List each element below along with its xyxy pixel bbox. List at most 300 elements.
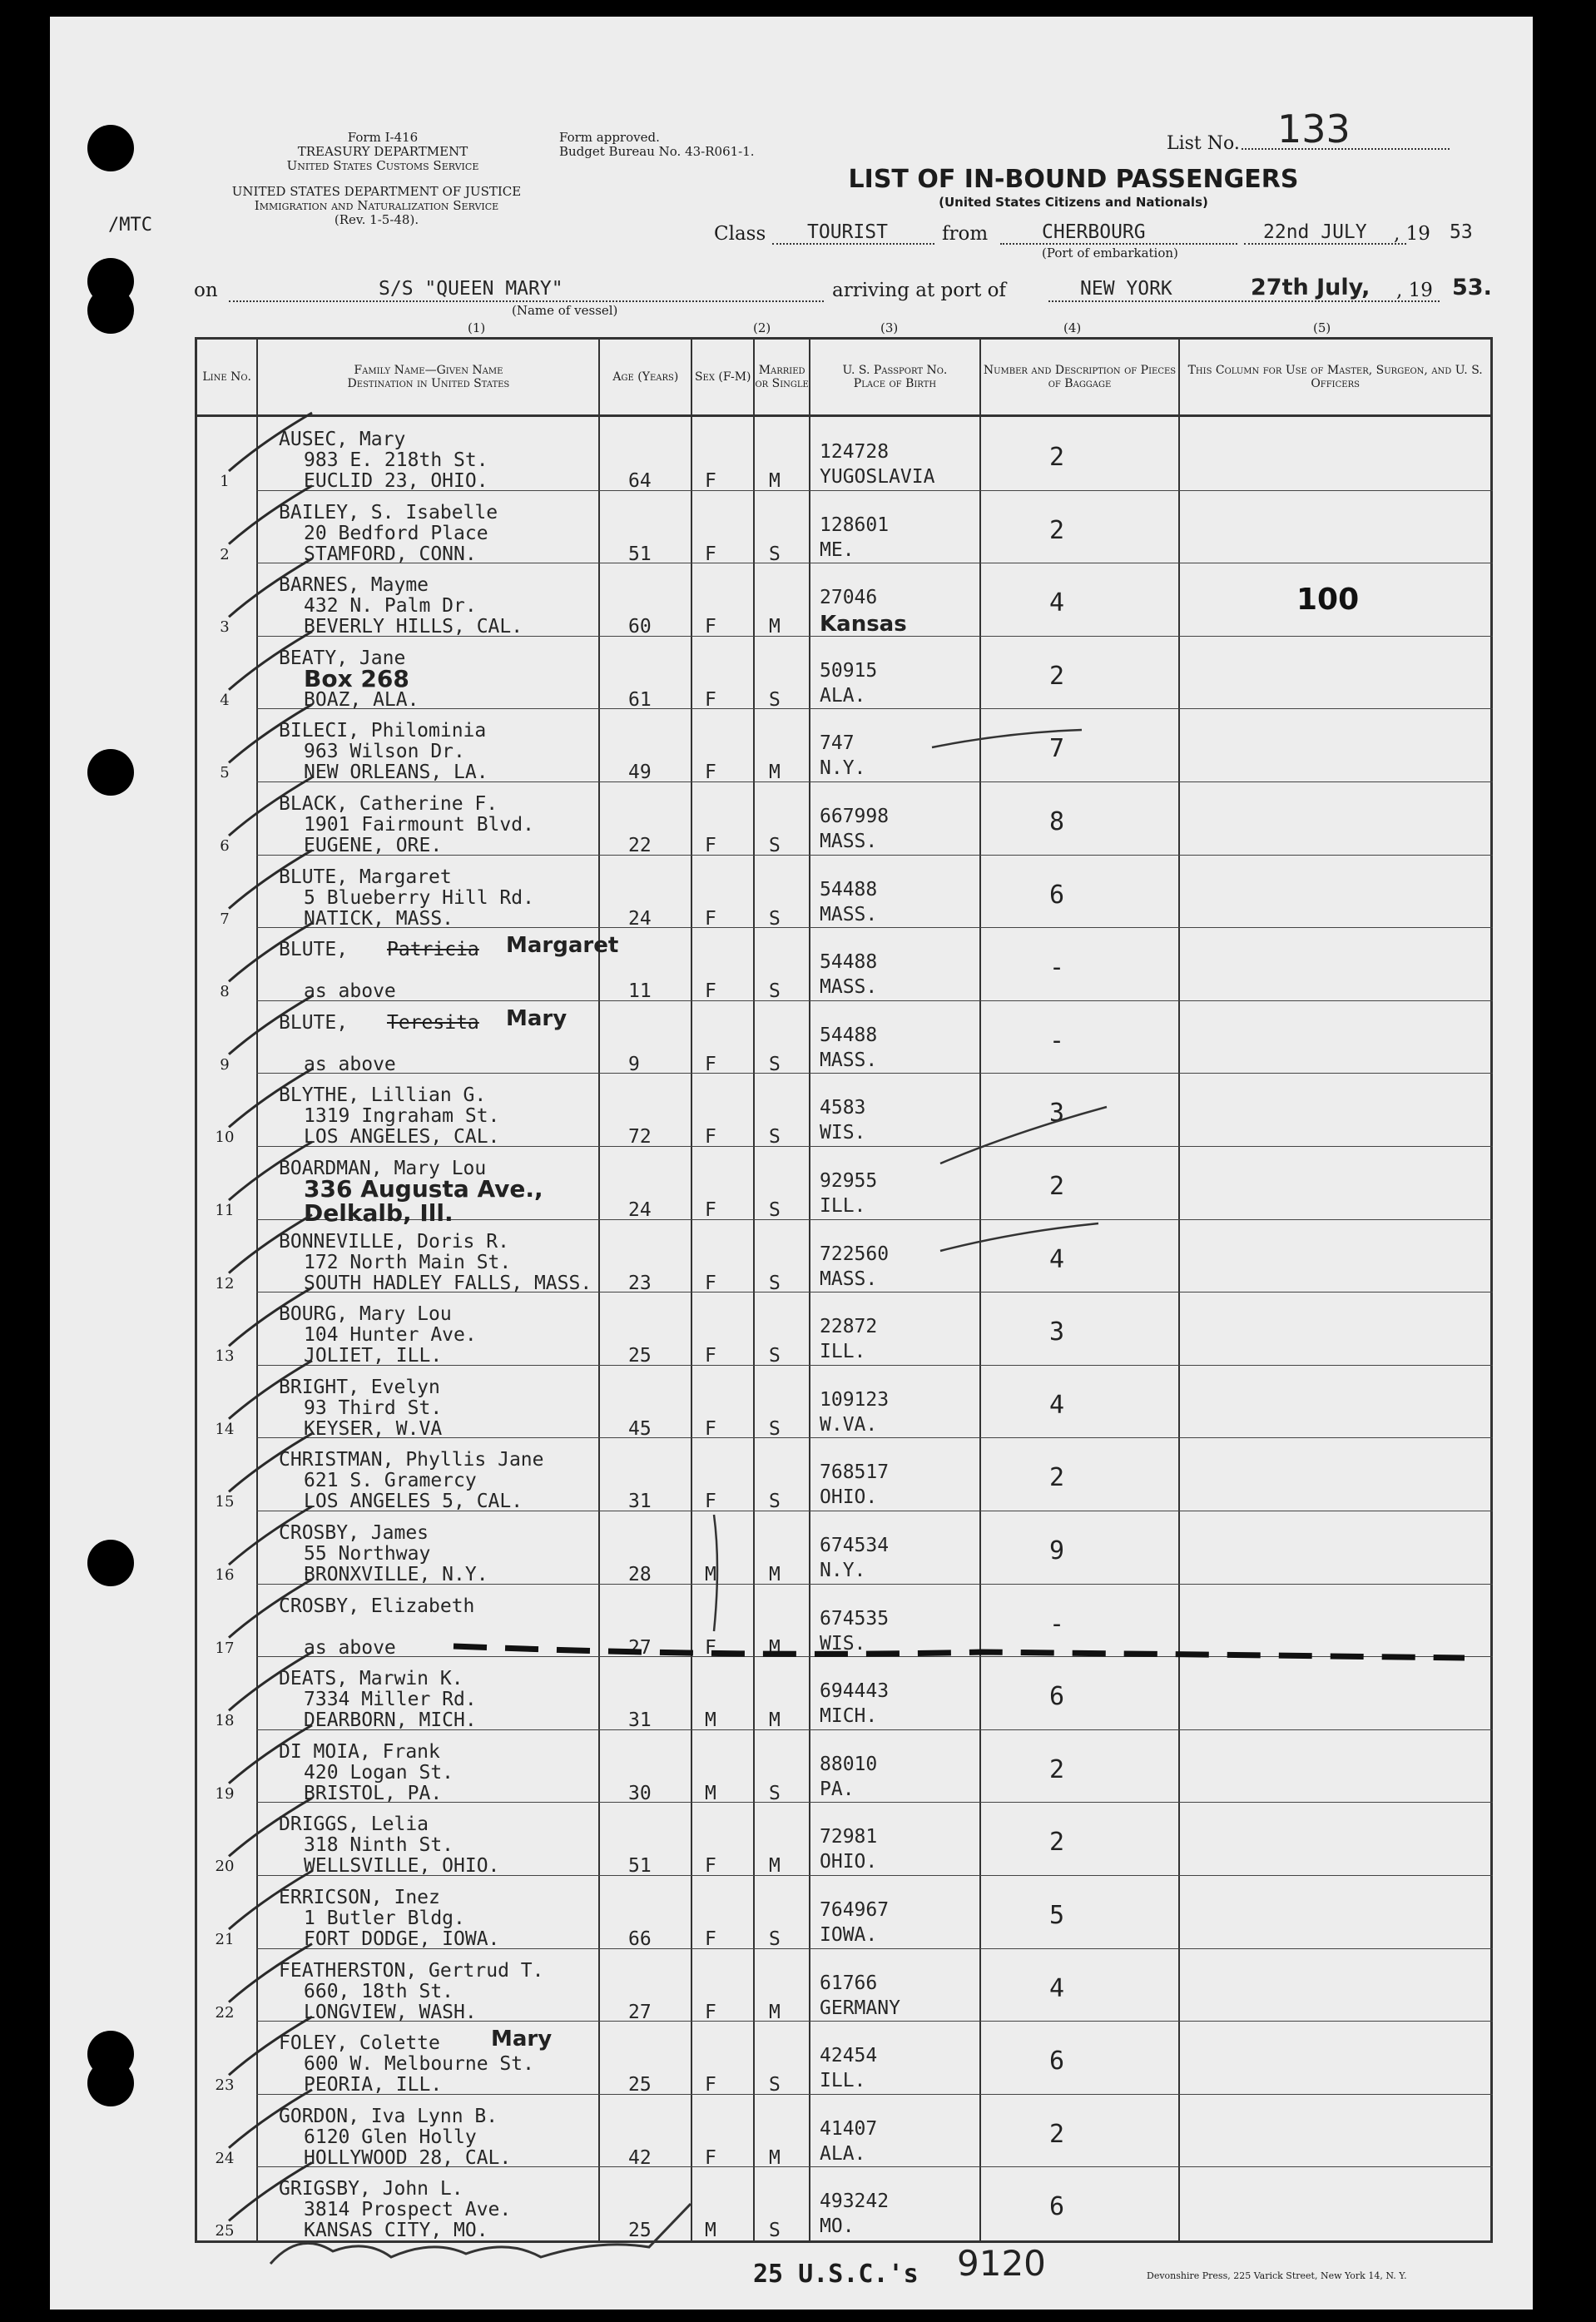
tick-mark bbox=[229, 777, 312, 836]
address-line-1: 1901 Fairmount Blvd. bbox=[304, 814, 534, 836]
baggage-count: 2 bbox=[1048, 515, 1065, 545]
sex: F bbox=[705, 1053, 716, 1075]
tick-mark bbox=[229, 1215, 312, 1273]
tick-mark bbox=[229, 1506, 312, 1565]
place-of-birth: W.VA. bbox=[820, 1413, 878, 1436]
line-number: 4 bbox=[220, 691, 230, 709]
address-line-2: SOUTH HADLEY FALLS, MASS. bbox=[304, 1272, 592, 1294]
header-line-no: Line No. bbox=[196, 339, 258, 416]
passenger-name: BLUTE, Margaret bbox=[279, 866, 452, 888]
marital-status: S bbox=[769, 1053, 781, 1075]
address-line-1: 660, 18th St. bbox=[304, 1980, 454, 2002]
tick-mark bbox=[229, 1433, 312, 1491]
passport-number: 109123 bbox=[820, 1388, 890, 1411]
address-line-1: 6120 Glen Holly bbox=[304, 2126, 477, 2148]
handwritten-number: 9120 bbox=[957, 2243, 1046, 2284]
sex: F bbox=[705, 1272, 716, 1294]
address-line-2: DEARBORN, MICH. bbox=[304, 1709, 477, 1732]
arrival-port: NEW YORK bbox=[1080, 278, 1172, 300]
baggage-count: 7 bbox=[1048, 734, 1065, 764]
printer-credit: Devonshire Press, 225 Varick Street, New York 14, N. Y. bbox=[1147, 2270, 1407, 2281]
baggage-count: 6 bbox=[1048, 1682, 1065, 1712]
place-of-birth: WIS. bbox=[820, 1632, 866, 1655]
tick-mark bbox=[229, 996, 312, 1054]
baggage-count: 5 bbox=[1048, 1901, 1065, 1930]
form-approved: Form approved. bbox=[559, 130, 660, 145]
vessel-name-label: (Name of vessel) bbox=[512, 303, 618, 318]
place-of-birth: OHIO. bbox=[820, 1851, 878, 1873]
passport-number: 694443 bbox=[820, 1680, 890, 1703]
sex: M bbox=[705, 2220, 716, 2242]
place-of-birth: YUGOSLAVIA bbox=[820, 466, 935, 488]
age: 24 bbox=[628, 1199, 652, 1221]
age: 9 bbox=[628, 1053, 640, 1075]
marital-status: S bbox=[769, 1417, 781, 1440]
marital-status: S bbox=[769, 1272, 781, 1294]
column-number: (4) bbox=[1063, 320, 1082, 335]
struck-name: Patricia bbox=[387, 939, 479, 961]
line-number: 21 bbox=[215, 1931, 235, 1948]
vessel-name: S/S "QUEEN MARY" bbox=[379, 278, 563, 300]
marital-status: M bbox=[769, 1855, 781, 1878]
line-number: 17 bbox=[215, 1639, 235, 1657]
place-of-birth: MASS. bbox=[820, 903, 878, 925]
address-line-2: LOS ANGELES, CAL. bbox=[304, 1126, 500, 1149]
passport-number: 493242 bbox=[820, 2191, 890, 2213]
address-line-2: as above bbox=[304, 1636, 396, 1659]
passport-number: 4583 bbox=[820, 1097, 866, 1119]
tick-mark bbox=[229, 923, 312, 981]
line-number: 23 bbox=[215, 2076, 235, 2095]
passenger-name: BLUTE, bbox=[279, 939, 349, 961]
passenger-name: BOARDMAN, Mary Lou bbox=[279, 1158, 487, 1179]
age: 45 bbox=[628, 1417, 652, 1440]
address-line-2: WELLSVILLE, OHIO. bbox=[304, 1855, 500, 1878]
passenger-name: BOURG, Mary Lou bbox=[279, 1303, 452, 1326]
address-line-2: NEW ORLEANS, LA. bbox=[304, 762, 488, 784]
class-label: Class bbox=[714, 223, 766, 245]
marital-status: S bbox=[769, 543, 781, 565]
passenger-name: CHRISTMAN, Phyllis Jane bbox=[279, 1449, 544, 1471]
marital-status: S bbox=[769, 907, 781, 930]
baggage-count: 2 bbox=[1048, 1172, 1065, 1201]
tick-mark bbox=[229, 1944, 312, 2002]
line-number: 22 bbox=[215, 2003, 235, 2022]
address-line-1: 621 S. Gramercy bbox=[304, 1470, 477, 1492]
line-number: 14 bbox=[215, 1420, 235, 1438]
passport-number: 768517 bbox=[820, 1461, 890, 1484]
passenger-name: BLYTHE, Lillian G. bbox=[279, 1084, 487, 1107]
address-line-1: Box 268 bbox=[304, 664, 409, 692]
tick-mark bbox=[229, 632, 312, 690]
form-title: LIST OF IN-BOUND PASSENGERS bbox=[848, 165, 1299, 194]
sex: F bbox=[705, 762, 716, 784]
column-number: (3) bbox=[880, 320, 899, 335]
sex: F bbox=[705, 2146, 716, 2169]
line-number: 18 bbox=[215, 1712, 235, 1730]
line-number: 12 bbox=[215, 1274, 235, 1292]
marital-status: S bbox=[769, 1126, 781, 1149]
line-number: 9 bbox=[220, 1055, 230, 1074]
address-line-1: 7334 Miller Rd. bbox=[304, 1689, 477, 1711]
address-line-2: BEVERLY HILLS, CAL. bbox=[304, 616, 523, 638]
line-number: 1 bbox=[220, 473, 230, 490]
age: 25 bbox=[628, 2220, 652, 2242]
place-of-birth: ALA. bbox=[820, 684, 866, 707]
age: 64 bbox=[628, 470, 652, 492]
sex: M bbox=[705, 1709, 716, 1732]
baggage-count: 2 bbox=[1048, 2119, 1065, 2149]
mtc-mark: /MTC bbox=[108, 215, 152, 236]
sex: F bbox=[705, 1855, 716, 1878]
arrival-year: 53. bbox=[1452, 275, 1492, 300]
line-number: 24 bbox=[215, 2149, 235, 2167]
address-line-2: KEYSER, W.VA bbox=[304, 1417, 443, 1440]
line-number: 8 bbox=[220, 983, 230, 1001]
baggage-count: 6 bbox=[1048, 2047, 1065, 2076]
line-number: 10 bbox=[215, 1129, 235, 1147]
header-age: Age (Years) bbox=[599, 339, 691, 416]
age: 42 bbox=[628, 2146, 652, 2169]
passenger-name: BAILEY, S. Isabelle bbox=[279, 501, 498, 523]
line-number: 7 bbox=[220, 910, 230, 928]
year-prefix: , 19 bbox=[1394, 223, 1430, 245]
tick-mark bbox=[229, 704, 312, 762]
marital-status: S bbox=[769, 1782, 781, 1804]
age: 22 bbox=[628, 835, 652, 856]
age: 31 bbox=[628, 1491, 652, 1513]
address-line-2: Delkalb, Ill. bbox=[304, 1199, 454, 1227]
address-line-1: 432 N. Palm Dr. bbox=[304, 595, 477, 618]
handwritten-name: Mary bbox=[491, 2027, 553, 2052]
address-line-1: 336 Augusta Ave., bbox=[304, 1175, 543, 1203]
address-line-2: as above bbox=[304, 1053, 396, 1075]
place-of-birth: ME. bbox=[820, 538, 855, 561]
sex: F bbox=[705, 543, 716, 565]
tick-mark bbox=[229, 1798, 312, 1856]
tick-mark bbox=[229, 1580, 312, 1638]
address-line-2: JOLIET, ILL. bbox=[304, 1345, 443, 1367]
tick-mark bbox=[229, 1871, 312, 1929]
passport-number: 88010 bbox=[820, 1753, 878, 1775]
place-of-birth: MASS. bbox=[820, 976, 878, 999]
officer-annotation: 100 bbox=[1296, 583, 1360, 617]
passport-number: 667998 bbox=[820, 806, 890, 827]
address-line-1: 5 Blueberry Hill Rd. bbox=[304, 886, 534, 909]
address-line-1: 3814 Prospect Ave. bbox=[304, 2199, 512, 2221]
column-number: (1) bbox=[468, 320, 486, 335]
place-of-birth: MASS. bbox=[820, 1049, 878, 1071]
line-number: 5 bbox=[220, 764, 230, 782]
baggage-count: - bbox=[1048, 1609, 1065, 1639]
tick-mark bbox=[229, 2090, 312, 2148]
header-sex: Sex (F-M) bbox=[691, 339, 754, 416]
marital-status: S bbox=[769, 2220, 781, 2242]
marital-status: S bbox=[769, 980, 781, 1003]
form-revision: (Rev. 1-5-48). bbox=[334, 212, 419, 227]
line-number: 15 bbox=[215, 1493, 235, 1511]
baggage-count: 6 bbox=[1048, 880, 1065, 910]
sex: F bbox=[705, 1491, 716, 1513]
address-line-1: 318 Ninth St. bbox=[304, 1834, 454, 1857]
sex: F bbox=[705, 980, 716, 1003]
column-number: (5) bbox=[1313, 320, 1331, 335]
address-line-2: EUCLID 23, OHIO. bbox=[304, 470, 488, 492]
tick-mark bbox=[229, 1725, 312, 1784]
age: 25 bbox=[628, 2074, 652, 2096]
sex: F bbox=[705, 1345, 716, 1367]
marital-status: M bbox=[769, 1709, 781, 1732]
marital-status: M bbox=[769, 2146, 781, 2169]
usc-count: 25 U.S.C.'s bbox=[753, 2260, 919, 2289]
sex: F bbox=[705, 907, 716, 930]
passport-number: 722560 bbox=[820, 1243, 890, 1265]
sex: F bbox=[705, 470, 716, 492]
passenger-name: BARNES, Mayme bbox=[279, 574, 429, 597]
marital-status: S bbox=[769, 835, 781, 856]
place-of-birth: ILL. bbox=[820, 1341, 866, 1363]
ins-label: Immigration and Naturalization Service bbox=[254, 198, 499, 213]
address-line-1: 963 Wilson Dr. bbox=[304, 741, 465, 763]
tick-mark bbox=[229, 413, 312, 471]
passenger-name: GORDON, Iva Lynn B. bbox=[279, 2105, 498, 2127]
place-of-birth: PA. bbox=[820, 1778, 855, 1800]
address-line-2: BOAZ, ALA. bbox=[304, 688, 419, 711]
sex: F bbox=[705, 2074, 716, 2096]
address-line-1: 55 Northway bbox=[304, 1543, 431, 1565]
address-line-1: 983 E. 218th St. bbox=[304, 449, 488, 471]
marital-status: S bbox=[769, 1928, 781, 1950]
marital-status: S bbox=[769, 1199, 781, 1221]
passenger-name: CROSBY, James bbox=[279, 1522, 429, 1544]
sex: F bbox=[705, 1199, 716, 1221]
marital-status: M bbox=[769, 762, 781, 784]
age: 60 bbox=[628, 616, 652, 638]
header-married-single: Married or Single bbox=[754, 339, 810, 416]
place-of-birth: MICH. bbox=[820, 1705, 878, 1728]
sex: F bbox=[705, 835, 716, 856]
address-line-2: NATICK, MASS. bbox=[304, 907, 454, 930]
arrival-date: 27th July, bbox=[1251, 275, 1370, 300]
embarkation-year: 53 bbox=[1450, 221, 1473, 243]
tick-mark bbox=[229, 1142, 312, 1200]
place-of-birth: MASS. bbox=[820, 831, 878, 852]
line-number: 2 bbox=[220, 545, 230, 563]
baggage-count: 2 bbox=[1048, 443, 1065, 472]
baggage-count: 6 bbox=[1048, 2192, 1065, 2222]
place-of-birth: ALA. bbox=[820, 2142, 866, 2165]
passport-number: 42454 bbox=[820, 2045, 878, 2067]
place-of-birth: Kansas bbox=[820, 612, 907, 638]
address-line-2: BRONXVILLE, N.Y. bbox=[304, 1564, 488, 1585]
marital-status: S bbox=[769, 1491, 781, 1513]
header-name: Family Name—Given Name Destination in United States bbox=[257, 339, 599, 416]
passenger-name: CROSBY, Elizabeth bbox=[279, 1595, 475, 1617]
header-passport: U. S. Passport No. Place of Birth bbox=[810, 339, 980, 416]
passenger-name: DEATS, Marwin K. bbox=[279, 1668, 463, 1690]
age: 27 bbox=[628, 2001, 652, 2023]
age: 30 bbox=[628, 1782, 652, 1804]
baggage-count: 8 bbox=[1048, 807, 1065, 836]
passport-number: 22872 bbox=[820, 1316, 878, 1338]
tick-mark bbox=[229, 1361, 312, 1419]
sex: F bbox=[705, 1636, 716, 1659]
age: 61 bbox=[628, 688, 652, 711]
marital-status: M bbox=[769, 2001, 781, 2023]
passport-number: 764967 bbox=[820, 1899, 890, 1921]
passenger-name: AUSEC, Mary bbox=[279, 429, 406, 450]
embarkation-port: CHERBOURG bbox=[1042, 221, 1146, 243]
passport-number: 54488 bbox=[820, 951, 878, 974]
address-line-1: 20 Bedford Place bbox=[304, 522, 488, 544]
tick-mark bbox=[229, 1069, 312, 1127]
address-line-2: HOLLYWOOD 28, CAL. bbox=[304, 2146, 512, 2169]
tick-mark bbox=[229, 1652, 312, 1710]
place-of-birth: ILL. bbox=[820, 1195, 866, 1217]
passport-number: 54488 bbox=[820, 1024, 878, 1046]
sex: F bbox=[705, 616, 716, 638]
baggage-count: 4 bbox=[1048, 1244, 1065, 1274]
address-line-2: LOS ANGELES 5, CAL. bbox=[304, 1491, 523, 1513]
age: 31 bbox=[628, 1709, 652, 1732]
line-number: 6 bbox=[220, 837, 230, 855]
on-label: on bbox=[194, 280, 218, 301]
list-number: 133 bbox=[1277, 107, 1351, 151]
list-no-label: List No. bbox=[1167, 133, 1240, 154]
passenger-name: BRIGHT, Evelyn bbox=[279, 1376, 440, 1398]
column-number: (2) bbox=[753, 320, 771, 335]
place-of-birth: IOWA. bbox=[820, 1924, 878, 1946]
passenger-name: FOLEY, Colette bbox=[279, 2032, 440, 2055]
place-of-birth: MO. bbox=[820, 2215, 855, 2238]
budget-bureau: Budget Bureau No. 43-R061-1. bbox=[559, 144, 755, 159]
address-line-1: 600 W. Melbourne St. bbox=[304, 2053, 534, 2076]
line-number: 3 bbox=[220, 618, 230, 637]
age: 24 bbox=[628, 907, 652, 930]
place-of-birth: N.Y. bbox=[820, 757, 866, 780]
place-of-birth: OHIO. bbox=[820, 1486, 878, 1509]
header-baggage: Number and Description of Pieces of Baggage bbox=[980, 339, 1180, 416]
baggage-count: 2 bbox=[1048, 1463, 1065, 1493]
age: 51 bbox=[628, 543, 652, 565]
passenger-name: FEATHERSTON, Gertrud T. bbox=[279, 1959, 544, 1982]
port-of-embarkation-label: (Port of embarkation) bbox=[1042, 246, 1178, 260]
age: 51 bbox=[628, 1855, 652, 1878]
place-of-birth: ILL. bbox=[820, 2070, 866, 2092]
place-of-birth: N.Y. bbox=[820, 1560, 866, 1581]
address-line-2: STAMFORD, CONN. bbox=[304, 543, 477, 565]
line-number: 13 bbox=[215, 1347, 235, 1366]
line-number: 25 bbox=[215, 2222, 235, 2240]
baggage-count: - bbox=[1048, 953, 1065, 983]
sex: F bbox=[705, 1126, 716, 1149]
marital-status: M bbox=[769, 1636, 781, 1659]
line-number: 19 bbox=[215, 1784, 235, 1803]
baggage-count: 9 bbox=[1048, 1536, 1065, 1565]
address-line-1: 104 Hunter Ave. bbox=[304, 1324, 477, 1347]
form-number: Form I-416 bbox=[347, 130, 419, 145]
passport-number: 27046 bbox=[820, 587, 878, 609]
sex: F bbox=[705, 1417, 716, 1440]
age: 28 bbox=[628, 1564, 652, 1585]
baggage-count: 4 bbox=[1048, 588, 1065, 618]
address-line-2: PEORIA, ILL. bbox=[304, 2074, 443, 2096]
address-line-1: 93 Third St. bbox=[304, 1397, 443, 1419]
passenger-name: DI MOIA, Frank bbox=[279, 1740, 440, 1763]
place-of-birth: WIS. bbox=[820, 1122, 866, 1144]
passport-number: 41407 bbox=[820, 2117, 878, 2140]
tick-mark bbox=[229, 851, 312, 909]
address-line-1: 1319 Ingraham St. bbox=[304, 1105, 500, 1128]
from-label: from bbox=[942, 223, 989, 245]
age: 27 bbox=[628, 1636, 652, 1659]
baggage-count: 2 bbox=[1048, 1828, 1065, 1858]
sex: F bbox=[705, 688, 716, 711]
passenger-name: BONNEVILLE, Doris R. bbox=[279, 1230, 509, 1253]
class-value: TOURIST bbox=[807, 221, 888, 243]
passport-number: 72981 bbox=[820, 1826, 878, 1848]
baggage-count: 2 bbox=[1048, 661, 1065, 691]
passenger-name: BLACK, Catherine F. bbox=[279, 793, 498, 815]
tick-mark bbox=[229, 2162, 312, 2220]
address-line-2: BRISTOL, PA. bbox=[304, 1782, 443, 1804]
marital-status: S bbox=[769, 1345, 781, 1367]
address-line-2: KANSAS CITY, MO. bbox=[304, 2220, 488, 2242]
age: 72 bbox=[628, 1126, 652, 1149]
passenger-name: GRIGSBY, John L. bbox=[279, 2178, 463, 2200]
address-line-1: 420 Logan St. bbox=[304, 1761, 454, 1784]
baggage-count: 3 bbox=[1048, 1099, 1065, 1129]
tick-mark bbox=[229, 558, 312, 617]
treasury-department: TREASURY DEPARTMENT bbox=[297, 144, 468, 159]
marital-status: S bbox=[769, 2074, 781, 2096]
passport-number: 92955 bbox=[820, 1170, 878, 1192]
passenger-name: BILECI, Philominia bbox=[279, 720, 487, 742]
address-line-2: EUGENE, ORE. bbox=[304, 835, 443, 856]
marital-status: M bbox=[769, 1564, 781, 1585]
place-of-birth: GERMANY bbox=[820, 1997, 900, 2019]
tick-mark bbox=[229, 2017, 312, 2075]
address-line-2: LONGVIEW, WASH. bbox=[304, 2001, 477, 2023]
address-line-2: as above bbox=[304, 980, 396, 1003]
passport-number: 128601 bbox=[820, 514, 890, 536]
passport-number: 50915 bbox=[820, 659, 878, 682]
sex: M bbox=[705, 1782, 716, 1804]
age: 49 bbox=[628, 762, 652, 784]
handwritten-name: Mary bbox=[506, 1005, 568, 1031]
place-of-birth: MASS. bbox=[820, 1268, 878, 1290]
passport-number: 124728 bbox=[820, 441, 890, 463]
address-line-1: 1 Butler Bldg. bbox=[304, 1908, 465, 1929]
passenger-name: BEATY, Jane bbox=[279, 647, 406, 669]
passenger-name: BLUTE, bbox=[279, 1011, 349, 1034]
line-number: 16 bbox=[215, 1566, 235, 1584]
arrival-year-prefix: , 19 bbox=[1396, 280, 1433, 301]
passport-number: 61766 bbox=[820, 1972, 878, 1994]
department-of-justice: UNITED STATES DEPARTMENT OF JUSTICE bbox=[231, 184, 522, 199]
form-subtitle: (United States Citizens and Nationals) bbox=[939, 195, 1208, 210]
marital-status: M bbox=[769, 616, 781, 638]
tick-mark bbox=[229, 486, 312, 544]
struck-name: Teresita bbox=[387, 1011, 479, 1034]
sex: M bbox=[705, 1564, 716, 1585]
passenger-name: DRIGGS, Lelia bbox=[279, 1813, 429, 1836]
marital-status: S bbox=[769, 688, 781, 711]
baggage-count: 2 bbox=[1048, 1754, 1065, 1784]
baggage-count: - bbox=[1048, 1025, 1065, 1055]
passport-number: 674535 bbox=[820, 1607, 890, 1630]
embarkation-date: 22nd JULY bbox=[1263, 221, 1367, 243]
